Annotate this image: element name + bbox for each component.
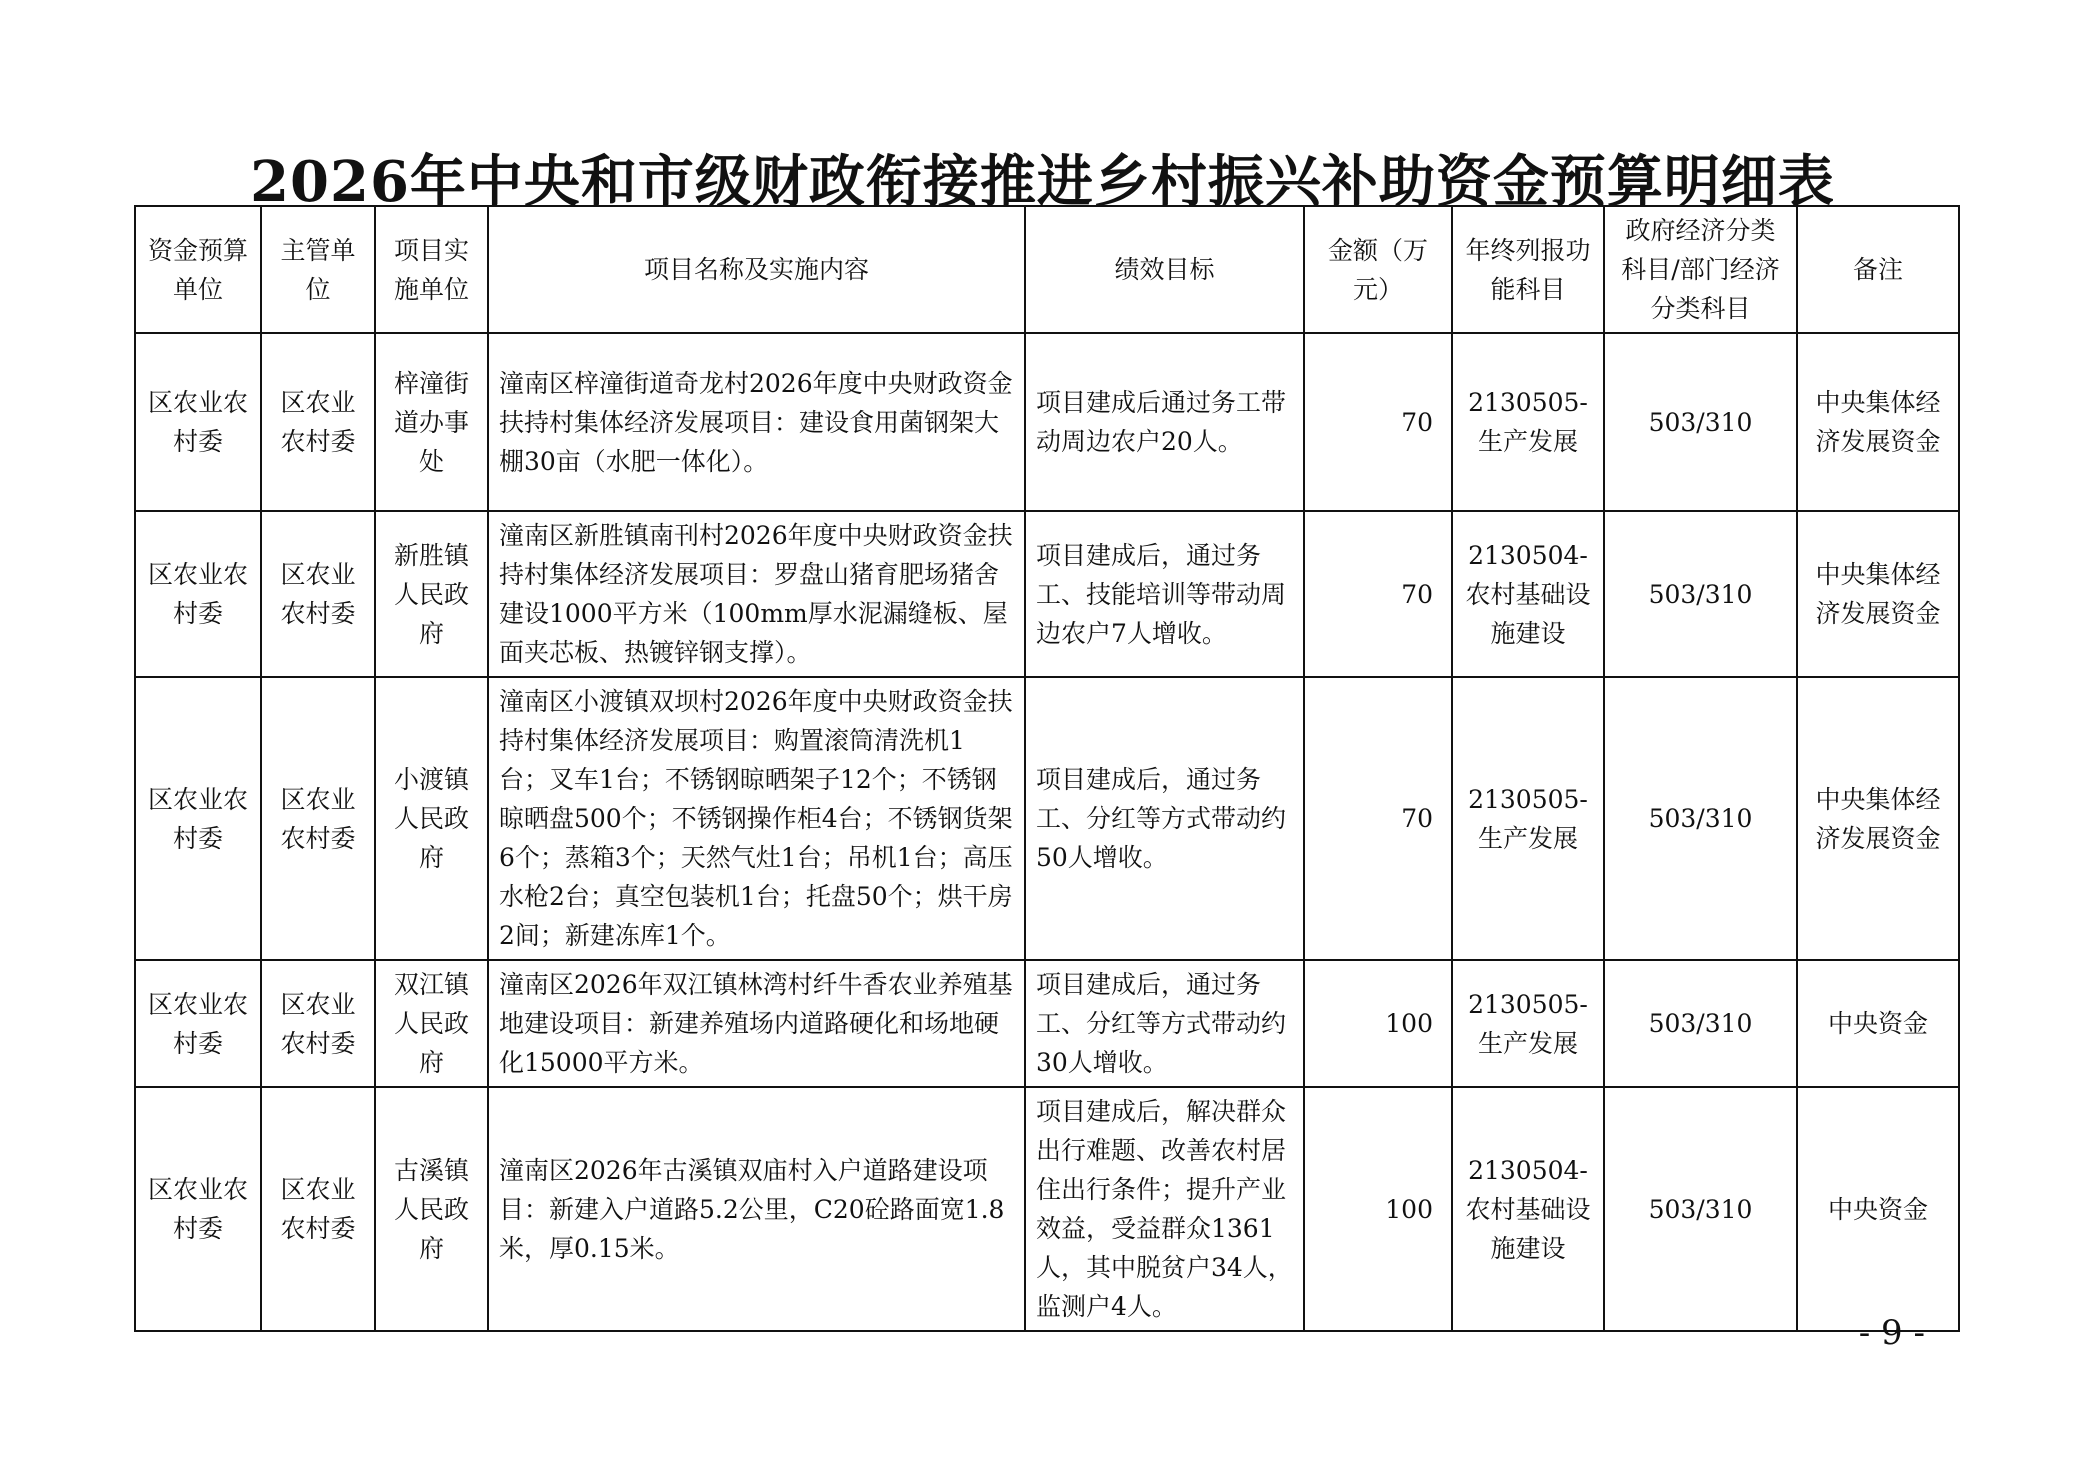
cell-econ: 503/310 — [1604, 1087, 1797, 1331]
cell-subject: 2130505-生产发展 — [1452, 960, 1604, 1087]
header-row — [135, 206, 1959, 333]
page-title: 2026年中央和市级财政衔接推进乡村振兴补助资金预算明细表 — [250, 149, 1835, 215]
cell-implementer: 小渡镇人民政府 — [375, 677, 488, 960]
header-subject: 年终列报功能科目 — [1452, 206, 1604, 333]
page-number: - 9 - — [1858, 1313, 1925, 1353]
cell-content: 潼南区新胜镇南刊村2026年度中央财政资金扶持村集体经济发展项目：罗盘山猪育肥场猪舍建设1000平方米（100mm厚水泥漏缝板、屋面夹芯板、热镀锌钢支撑）。 — [488, 511, 1025, 677]
cell-goal: 项目建成后通过务工带动周边农户20人。 — [1025, 333, 1304, 511]
cell-manager: 区农业农村委 — [261, 333, 375, 511]
cell-note: 中央资金 — [1797, 960, 1959, 1087]
cell-budget-unit: 区农业农村委 — [135, 511, 261, 677]
cell-note: 中央资金 — [1797, 1087, 1959, 1331]
cell-budget-unit: 区农业农村委 — [135, 1087, 261, 1331]
table-row — [135, 1087, 1959, 1331]
cell-amount: 70 — [1304, 677, 1452, 960]
cell-econ: 503/310 — [1604, 677, 1797, 960]
header-amount: 金额（万元） — [1304, 206, 1452, 333]
cell-implementer: 新胜镇人民政府 — [375, 511, 488, 677]
table-row — [135, 677, 1959, 960]
cell-subject: 2130505-生产发展 — [1452, 677, 1604, 960]
cell-note: 中央集体经济发展资金 — [1797, 333, 1959, 511]
cell-amount: 70 — [1304, 511, 1452, 677]
cell-amount: 70 — [1304, 333, 1452, 511]
cell-manager: 区农业农村委 — [261, 960, 375, 1087]
cell-manager: 区农业农村委 — [261, 677, 375, 960]
header-implementer: 项目实施单位 — [375, 206, 488, 333]
cell-econ: 503/310 — [1604, 960, 1797, 1087]
cell-content: 潼南区2026年双江镇林湾村纤牛香农业养殖基地建设项目：新建养殖场内道路硬化和场地硬化15000平方米。 — [488, 960, 1025, 1087]
cell-note: 中央集体经济发展资金 — [1797, 677, 1959, 960]
cell-amount: 100 — [1304, 960, 1452, 1087]
budget-table — [134, 205, 1960, 1332]
header-budget-unit: 资金预算单位 — [135, 206, 261, 333]
cell-budget-unit: 区农业农村委 — [135, 333, 261, 511]
header-note: 备注 — [1797, 206, 1959, 333]
cell-goal: 项目建成后，通过务工、分红等方式带动约50人增收。 — [1025, 677, 1304, 960]
cell-implementer: 梓潼街道办事处 — [375, 333, 488, 511]
cell-content: 潼南区2026年古溪镇双庙村入户道路建设项目：新建入户道路5.2公里，C20砼路面宽1.8米，厚0.15米。 — [488, 1087, 1025, 1331]
header-content: 项目名称及实施内容 — [488, 206, 1025, 333]
cell-manager: 区农业农村委 — [261, 1087, 375, 1331]
header-manager: 主管单位 — [261, 206, 375, 333]
cell-subject: 2130504-农村基础设施建设 — [1452, 1087, 1604, 1331]
table-row — [135, 333, 1959, 511]
header-econ: 政府经济分类科目/部门经济分类科目 — [1604, 206, 1797, 333]
cell-econ: 503/310 — [1604, 511, 1797, 677]
header-goal: 绩效目标 — [1025, 206, 1304, 333]
cell-budget-unit: 区农业农村委 — [135, 960, 261, 1087]
cell-goal: 项目建成后，解决群众出行难题、改善农村居住出行条件；提升产业效益，受益群众1361人，其中脱贫户34人，监测户4人。 — [1025, 1087, 1304, 1331]
cell-manager: 区农业农村委 — [261, 511, 375, 677]
cell-econ: 503/310 — [1604, 333, 1797, 511]
cell-subject: 2130505-生产发展 — [1452, 333, 1604, 511]
cell-goal: 项目建成后，通过务工、分红等方式带动约30人增收。 — [1025, 960, 1304, 1087]
table-row — [135, 960, 1959, 1087]
cell-goal: 项目建成后，通过务工、技能培训等带动周边农户7人增收。 — [1025, 511, 1304, 677]
cell-content: 潼南区小渡镇双坝村2026年度中央财政资金扶持村集体经济发展项目：购置滚筒清洗机1台；叉车1台；不锈钢晾晒架子12个；不锈钢晾晒盘500个；不锈钢操作柜4台；不锈钢货架6个；蒸箱3个；天然气灶1台；吊机1台；高压水枪2台；真空包装机1台；托盘50个；烘干房2间；新建冻库1个。 — [488, 677, 1025, 960]
cell-amount: 100 — [1304, 1087, 1452, 1331]
table-row — [135, 511, 1959, 677]
cell-content: 潼南区梓潼街道奇龙村2026年度中央财政资金扶持村集体经济发展项目：建设食用菌钢架大棚30亩（水肥一体化）。 — [488, 333, 1025, 511]
cell-budget-unit: 区农业农村委 — [135, 677, 261, 960]
cell-note: 中央集体经济发展资金 — [1797, 511, 1959, 677]
cell-implementer: 古溪镇人民政府 — [375, 1087, 488, 1331]
cell-implementer: 双江镇人民政府 — [375, 960, 488, 1087]
cell-subject: 2130504-农村基础设施建设 — [1452, 511, 1604, 677]
